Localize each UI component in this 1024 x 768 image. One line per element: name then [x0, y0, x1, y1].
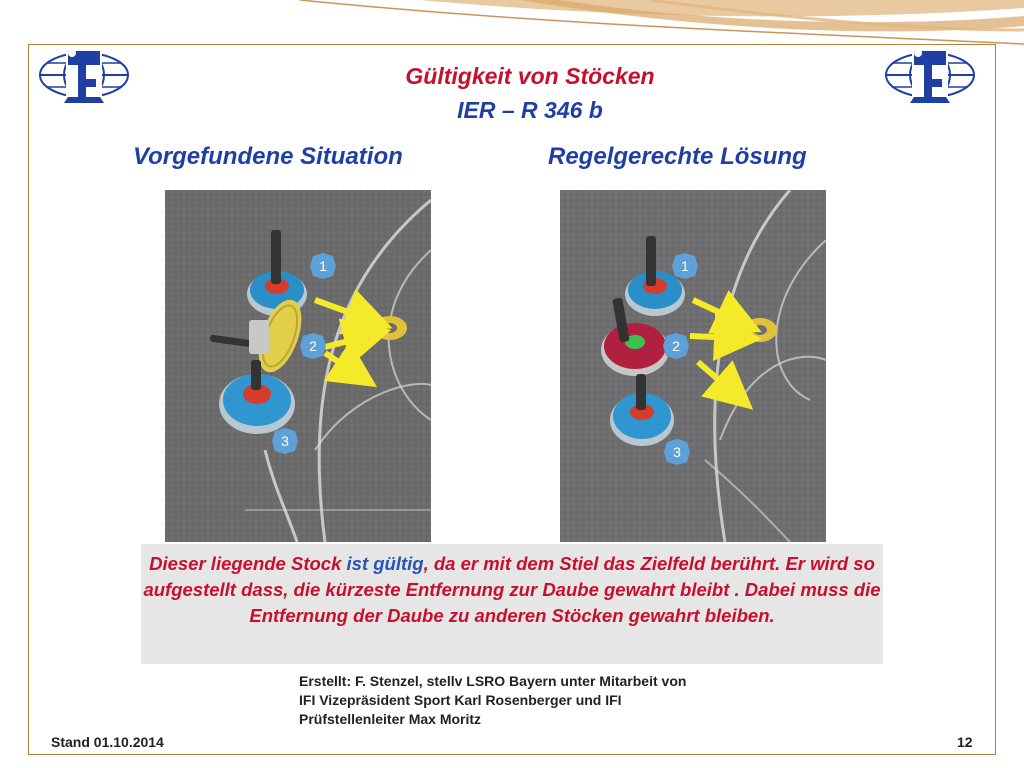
badge-right-1: 1 [681, 258, 689, 274]
header-decoration [0, 0, 1024, 60]
badge-right-3: 3 [673, 444, 681, 460]
explanation-caption [141, 544, 883, 664]
page-number: 12 [957, 734, 973, 750]
frame-top-line [28, 44, 996, 45]
title-line-2: IER – R 346 b [457, 97, 603, 123]
caption-part-3: , da er mit dem Stiel das Zielfeld berührt. Er wird so aufgestellt dass, die kürzeste Entfernung zur Daube gewahrt bleibt . Dabei muss die Entfernung der Daube zu anderen Stöcken gewahrt bleiben. [143, 553, 881, 626]
photo-correct-solution [560, 190, 826, 542]
credit-text: Erstellt: F. Stenzel, stellv LSRO Bayern unter Mitarbeit von IFI Vizepräsident Sport Karl Rosenberger und IFI Prüfstellenleiter Max Moritz [299, 673, 687, 727]
badge-right-2: 2 [672, 338, 680, 354]
badge-left-3: 3 [281, 433, 289, 449]
ifi-logo-right [882, 45, 978, 109]
frame-left-line [28, 44, 29, 754]
photo-found-situation [165, 190, 431, 542]
ifi-logo-left [36, 45, 132, 109]
caption-part-1: Dieser liegende Stock [149, 553, 347, 574]
heading-left: Vorgefundene Situation [133, 143, 403, 170]
badge-left-1: 1 [319, 258, 327, 274]
frame-bottom-line [28, 754, 996, 755]
badge-left-2: 2 [309, 338, 317, 354]
caption-valid-highlight: ist gültig [346, 553, 424, 574]
heading-right: Regelgerechte Lösung [548, 143, 807, 170]
title-line-1: Gültigkeit von Stöcken [405, 63, 655, 89]
frame-right-line [995, 44, 996, 754]
stand-date: Stand 01.10.2014 [51, 734, 164, 750]
